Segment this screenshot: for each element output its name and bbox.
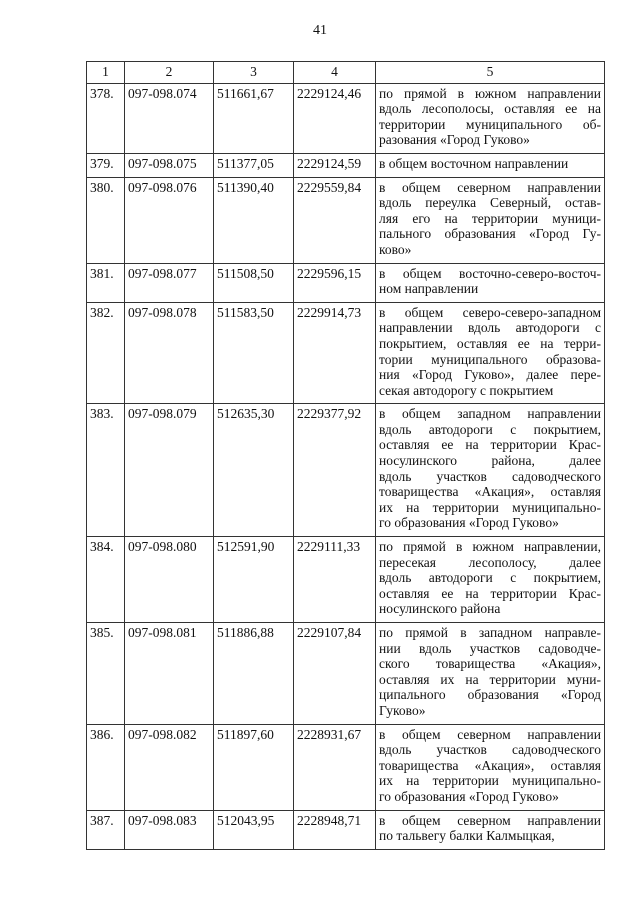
table-body	[87, 83, 605, 849]
boundary-description	[376, 177, 605, 263]
boundary-description	[376, 623, 605, 725]
boundary-coordinates-table	[86, 61, 605, 850]
page-number: 41	[313, 23, 327, 38]
description-line: го образования «Город Гуково»	[379, 515, 559, 531]
boundary-description	[376, 537, 605, 623]
description-line: в общем восточном направлении	[379, 155, 569, 171]
description-line: вдоль лесополосы, оставляя ее на	[379, 101, 601, 117]
description-line: вдоль переулка Северный, остав-	[379, 195, 601, 211]
point-code: 097-098.079	[125, 404, 214, 537]
row-number: 381.	[87, 263, 125, 302]
description-line: товарищества «Акация», оставляя	[379, 484, 601, 500]
description-line: пального образования «Город Гу-	[379, 226, 601, 242]
description-line: в общем восточно-северо-восточ-	[379, 265, 601, 281]
description-line: вдоль автодороги с покрытием,	[379, 570, 601, 586]
column-header-number: 1	[87, 62, 125, 84]
table-row	[87, 302, 605, 404]
table-row	[87, 177, 605, 263]
description-line: оставляя ее на территории Крас-	[379, 437, 601, 453]
description-line: ского товарищества «Акация»,	[379, 656, 601, 672]
description-line: товарищества «Акация», оставляя	[379, 757, 601, 773]
description-line: в общем западном направлении	[379, 406, 601, 422]
table-row	[87, 263, 605, 302]
x-coordinate: 511661,67	[214, 83, 294, 153]
point-code: 097-098.078	[125, 302, 214, 404]
y-coordinate: 2229914,73	[294, 302, 376, 404]
description-line: в общем северо-северо-западном	[379, 304, 601, 320]
column-header-x-coordinate: 3	[214, 62, 294, 84]
description-line: ково»	[379, 241, 412, 257]
y-coordinate: 2229377,92	[294, 404, 376, 537]
description-line: по тальвегу балки Калмыцкая,	[379, 828, 555, 844]
row-number: 379.	[87, 153, 125, 177]
description-line: вдоль участков садоводческого	[379, 742, 601, 758]
row-number: 384.	[87, 537, 125, 623]
x-coordinate: 512635,30	[214, 404, 294, 537]
boundary-description	[376, 810, 605, 849]
column-header-description: 5	[376, 62, 605, 84]
table-row	[87, 623, 605, 725]
description-line: ципального образования «Город	[379, 687, 601, 703]
y-coordinate: 2229559,84	[294, 177, 376, 263]
row-number: 380.	[87, 177, 125, 263]
point-code: 097-098.083	[125, 810, 214, 849]
description-line: ляя его на территории муници-	[379, 210, 601, 226]
point-code: 097-098.075	[125, 153, 214, 177]
row-number: 383.	[87, 404, 125, 537]
point-code: 097-098.074	[125, 83, 214, 153]
point-code: 097-098.081	[125, 623, 214, 725]
column-header-point-code: 2	[125, 62, 214, 84]
description-line: разования «Город Гуково»	[379, 132, 530, 148]
x-coordinate: 511897,60	[214, 724, 294, 810]
description-line: го образования «Город Гуково»	[379, 788, 559, 804]
description-line: тории муниципального образова-	[379, 351, 601, 367]
boundary-description	[376, 404, 605, 537]
row-number: 386.	[87, 724, 125, 810]
description-line: в общем северном направлении	[379, 812, 601, 828]
row-number: 387.	[87, 810, 125, 849]
table-row	[87, 724, 605, 810]
boundary-description	[376, 153, 605, 177]
x-coordinate: 511390,40	[214, 177, 294, 263]
description-line: направлении вдоль автодороги с	[379, 320, 601, 336]
description-line: их на территории муниципально-	[379, 773, 601, 789]
description-line: ния «Город Гуково», далее пере-	[379, 367, 601, 383]
row-number: 385.	[87, 623, 125, 725]
point-code: 097-098.082	[125, 724, 214, 810]
x-coordinate: 512043,95	[214, 810, 294, 849]
description-line: покрытием, оставляя ее на терри-	[379, 335, 601, 351]
y-coordinate: 2228948,71	[294, 810, 376, 849]
y-coordinate: 2229111,33	[294, 537, 376, 623]
boundary-description	[376, 83, 605, 153]
description-line: нии вдоль участков садоводче-	[379, 640, 601, 656]
point-code: 097-098.077	[125, 263, 214, 302]
x-coordinate: 511377,05	[214, 153, 294, 177]
row-number: 378.	[87, 83, 125, 153]
description-line: Гуково»	[379, 702, 426, 718]
description-line: территории муниципального об-	[379, 116, 601, 132]
description-line: в общем северном направлении	[379, 179, 601, 195]
description-line: в общем северном направлении	[379, 726, 601, 742]
boundary-description	[376, 302, 605, 404]
description-line: носулинского района	[379, 601, 501, 617]
y-coordinate: 2229124,59	[294, 153, 376, 177]
table-header-row	[87, 62, 605, 84]
y-coordinate: 2229596,15	[294, 263, 376, 302]
description-line: вдоль автодороги с покрытием,	[379, 421, 601, 437]
table-row	[87, 153, 605, 177]
point-code: 097-098.080	[125, 537, 214, 623]
x-coordinate: 511583,50	[214, 302, 294, 404]
description-line: вдоль участков садоводческого	[379, 468, 601, 484]
boundary-description	[376, 263, 605, 302]
column-header-y-coordinate: 4	[294, 62, 376, 84]
table-row	[87, 83, 605, 153]
x-coordinate: 511508,50	[214, 263, 294, 302]
x-coordinate: 511886,88	[214, 623, 294, 725]
boundary-description	[376, 724, 605, 810]
description-line: оставляя ее на территории Крас-	[379, 585, 601, 601]
table-row	[87, 810, 605, 849]
table-row	[87, 537, 605, 623]
description-line: по прямой в южном направлении,	[379, 539, 601, 555]
table-row	[87, 404, 605, 537]
description-line: оставляя их на территории муни-	[379, 671, 601, 687]
point-code: 097-098.076	[125, 177, 214, 263]
row-number: 382.	[87, 302, 125, 404]
y-coordinate: 2228931,67	[294, 724, 376, 810]
description-line: их на территории муниципально-	[379, 499, 601, 515]
description-line: ном направлении	[379, 281, 479, 297]
description-line: секая автодорогу с покрытием	[379, 382, 554, 398]
y-coordinate: 2229124,46	[294, 83, 376, 153]
description-line: по прямой в южном направлении	[379, 85, 601, 101]
description-line: носулинского района, далее	[379, 453, 601, 469]
description-line: пересекая лесополосу, далее	[379, 554, 601, 570]
y-coordinate: 2229107,84	[294, 623, 376, 725]
description-line: по прямой в западном направле-	[379, 625, 601, 640]
x-coordinate: 512591,90	[214, 537, 294, 623]
